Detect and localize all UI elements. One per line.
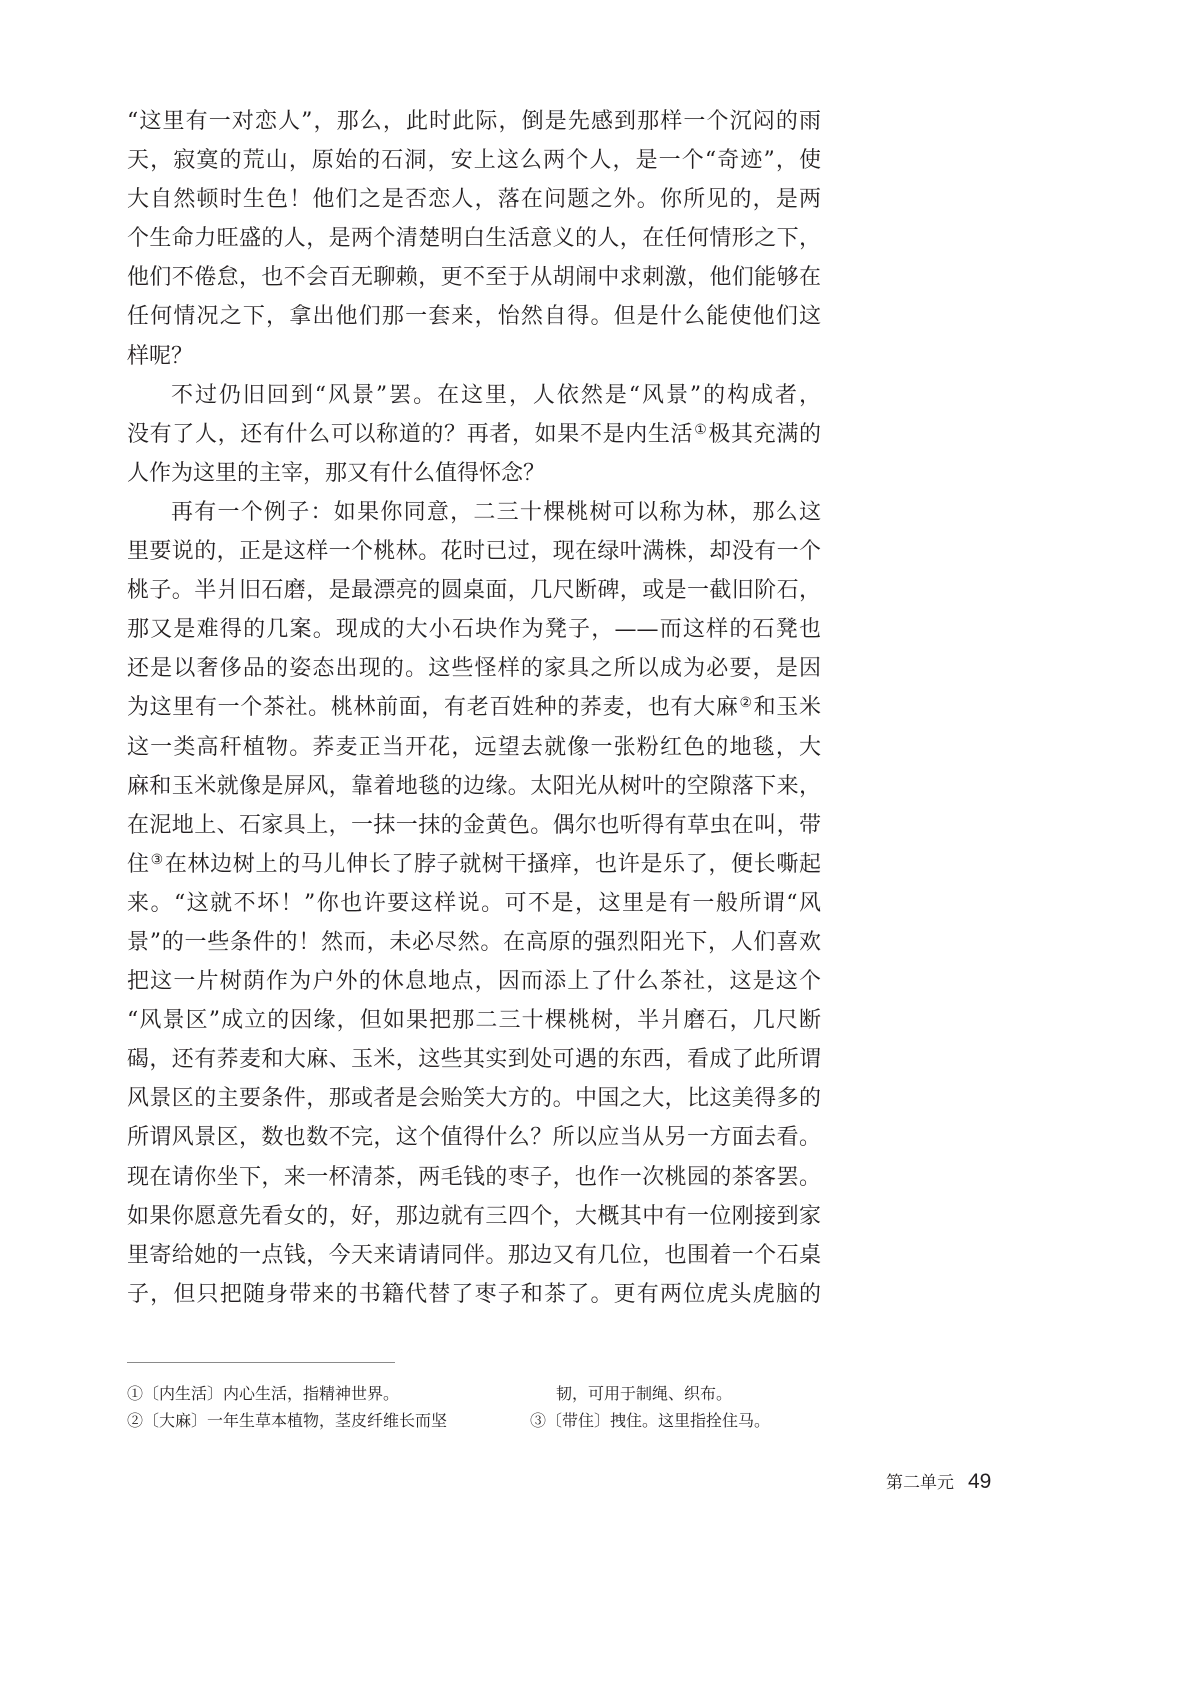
text-line: 不过仍旧回到“风景”罢。在这里，人依然是“风景”的构成者， bbox=[171, 382, 821, 408]
page-footer bbox=[886, 1468, 991, 1498]
text-line: “风景区”成立的因缘，但如果把那二三十棵桃树，半爿磨石，几尺断 bbox=[127, 1008, 821, 1034]
text-line: 人作为这里的主宰，那又有什么值得怀念？ bbox=[127, 460, 546, 486]
text-line: 所谓风景区，数也数不完，这个值得什么？所以应当从另一方面去看。 bbox=[127, 1125, 821, 1151]
text-line: 在泥地上、石家具上，一抹一抹的金黄色。偶尔也听得有草虫在叫，带 bbox=[127, 812, 821, 838]
passage-text bbox=[127, 102, 821, 1314]
footnotes-right-column bbox=[530, 1380, 770, 1434]
text-line: 桃子。半爿旧石磨，是最漂亮的圆桌面，几尺断碑，或是一截旧阶石， bbox=[127, 578, 821, 604]
footnotes-left-column bbox=[127, 1380, 447, 1434]
footnote-ref-2: ② bbox=[739, 695, 753, 712]
text-line: 这一类高秆植物。荞麦正当开花，远望去就像一张粉红色的地毯，大 bbox=[127, 734, 821, 760]
text-line bbox=[127, 415, 821, 454]
text-segment: 为这里有一个茶社。桃林前面，有老百姓种的荞麦，也有大麻 bbox=[127, 695, 739, 721]
text-line: 现在请你坐下，来一杯清茶，两毛钱的枣子，也作一次桃园的茶客罢。 bbox=[127, 1164, 821, 1190]
text-line: 来。“这就不坏！”你也许要这样说。可不是，这里是有一般所谓“风 bbox=[127, 890, 821, 916]
unit-label: 第二单元 bbox=[886, 1473, 954, 1493]
text-line bbox=[127, 845, 821, 884]
text-line: 里寄给她的一点钱，今天来请请同伴。那边又有几位，也围着一个石桌 bbox=[127, 1242, 821, 1268]
text-line: 如果你愿意先看女的，好，那边就有三四个，大概其中有一位刚接到家 bbox=[127, 1203, 821, 1229]
text-line: 他们不倦怠，也不会百无聊赖，更不至于从胡闹中求刺激，他们能够在 bbox=[127, 265, 821, 291]
text-segment: 住 bbox=[127, 851, 150, 877]
page-number: 49 bbox=[968, 1470, 992, 1493]
text-line: 大自然顿时生色！他们之是否恋人，落在问题之外。你所见的，是两 bbox=[127, 187, 821, 213]
text-segment: 和玉米 bbox=[753, 695, 821, 721]
text-line: 再有一个例子：如果你同意，二三十棵桃树可以称为林，那么这 bbox=[171, 499, 821, 525]
footnote-1: ①〔内生活〕内心生活，指精神世界。 bbox=[127, 1384, 400, 1403]
text-line: 天，寂寞的荒山，原始的石洞，安上这么两个人，是一个“奇迹”，使 bbox=[127, 148, 821, 174]
text-line: 麻和玉米就像是屏风，靠着地毯的边缘。太阳光从树叶的空隙落下来， bbox=[127, 773, 821, 799]
text-segment: 没有了人，还有什么可以称道的？再者，如果不是内生活 bbox=[127, 421, 694, 447]
text-segment: 极其充满的 bbox=[708, 421, 821, 447]
text-line: 个生命力旺盛的人，是两个清楚明白生活意义的人，在任何情形之下， bbox=[127, 226, 821, 252]
text-line: 把这一片树荫作为户外的休息地点，因而添上了什么茶社，这是这个 bbox=[127, 969, 821, 995]
text-line: 风景区的主要条件，那或者是会贻笑大方的。中国之大，比这美得多的 bbox=[127, 1086, 821, 1112]
text-line: 样呢？ bbox=[127, 343, 194, 369]
text-line: 那又是难得的几案。现成的大小石块作为凳子，——而这样的石凳也 bbox=[127, 617, 821, 643]
text-line: 子，但只把随身带来的书籍代替了枣子和茶了。更有两位虎头虎脑的 bbox=[127, 1281, 821, 1307]
footnote-ref-3: ③ bbox=[150, 851, 164, 868]
text-line: 景”的一些条件的！然而，未必尽然。在高原的强烈阳光下，人们喜欢 bbox=[127, 929, 821, 955]
footnote-ref-1: ① bbox=[694, 421, 708, 438]
text-line: 碣，还有荞麦和大麻、玉米，这些其实到处可遇的东西，看成了此所谓 bbox=[127, 1047, 821, 1073]
text-segment: 在林边树上的马儿伸长了脖子就树干搔痒，也许是乐了，便长嘶起 bbox=[164, 851, 821, 877]
text-line bbox=[127, 688, 821, 727]
text-line: “这里有一对恋人”，那么，此时此际，倒是先感到那样一个沉闷的雨 bbox=[127, 109, 821, 134]
text-line: 里要说的，正是这样一个桃林。花时已过，现在绿叶满株，却没有一个 bbox=[127, 539, 821, 565]
text-line: 任何情况之下，拿出他们那一套来，怡然自得。但是什么能使他们这 bbox=[127, 304, 821, 330]
footnote-divider bbox=[127, 1362, 395, 1363]
footnote-2: ②〔大麻〕一年生草本植物，茎皮纤维长而坚 bbox=[127, 1411, 448, 1430]
footnote-3: ③〔带住〕拽住。这里指拴住马。 bbox=[530, 1411, 771, 1430]
footnote-2-continued: 韧，可用于制绳、织布。 bbox=[556, 1384, 733, 1403]
text-line: 还是以奢侈品的姿态出现的。这些怪样的家具之所以成为必要，是因 bbox=[127, 656, 821, 682]
